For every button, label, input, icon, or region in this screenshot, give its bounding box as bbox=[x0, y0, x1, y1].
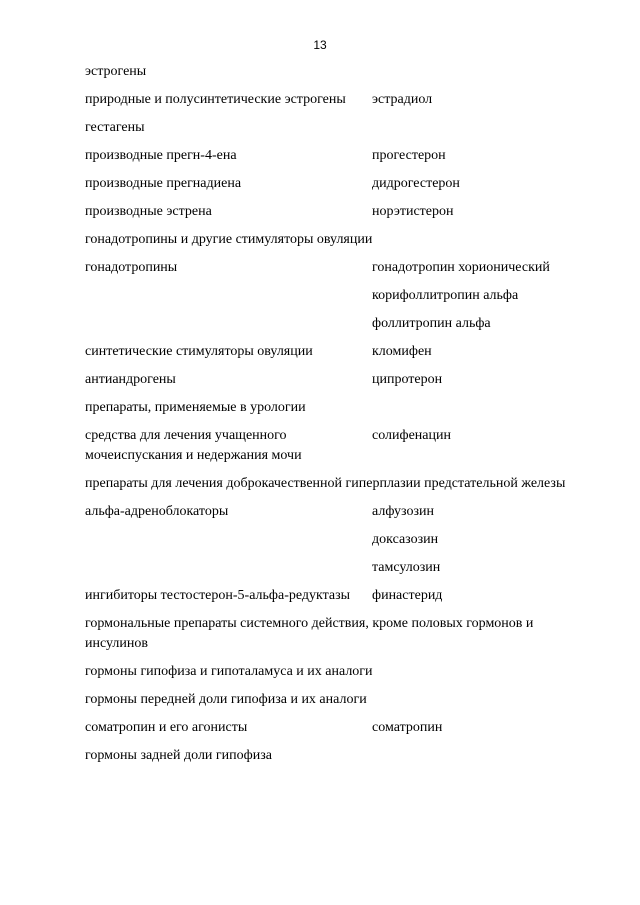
drug-row bbox=[85, 174, 585, 194]
group-name: средства для лечения учащенного мочеиспускания и недержания мочи bbox=[85, 428, 302, 463]
group-name bbox=[85, 530, 372, 550]
group-name bbox=[85, 286, 372, 306]
drug-name: прогестерон bbox=[372, 148, 446, 163]
section-heading-row bbox=[85, 746, 585, 766]
drug-row bbox=[85, 146, 585, 166]
drug-row bbox=[85, 530, 585, 550]
section-heading-row bbox=[85, 398, 585, 418]
drug-row bbox=[85, 342, 585, 362]
group-name: ингибиторы тестостерон-5-альфа-редуктазы bbox=[85, 588, 351, 603]
group-name bbox=[85, 558, 372, 578]
group-name: гормоны гипофиза и гипоталамуса и их аналоги bbox=[85, 664, 373, 679]
page-number: 13 bbox=[313, 38, 327, 52]
group-name: гормоны передней доли гипофиза и их аналоги bbox=[85, 692, 367, 707]
section-heading-row bbox=[85, 690, 585, 710]
drug-name: алфузозин bbox=[372, 504, 435, 519]
group-name: гонадотропины bbox=[85, 260, 178, 275]
group-name: препараты для лечения доброкачественной гиперплазии предстательной железы bbox=[85, 476, 566, 491]
drug-row bbox=[85, 258, 585, 278]
group-name: гонадотропины и другие стимуляторы овуляции bbox=[85, 232, 373, 247]
group-name: синтетические стимуляторы овуляции bbox=[85, 344, 313, 359]
drug-name: гонадотропин хорионический bbox=[372, 260, 550, 275]
drug-name: доксазозин bbox=[372, 532, 439, 547]
drug-name: норэтистерон bbox=[372, 204, 454, 219]
drug-row bbox=[85, 370, 585, 390]
section-heading-row bbox=[85, 118, 585, 138]
drug-name: фоллитропин альфа bbox=[372, 316, 491, 331]
drug-name: тамсулозин bbox=[372, 560, 441, 575]
drug-name: солифенацин bbox=[372, 428, 451, 443]
group-name: соматропин и его агонисты bbox=[85, 720, 248, 735]
group-name: гормональные препараты системного действия, кроме половых гормонов и инсулинов bbox=[85, 616, 534, 651]
group-name: производные прегнадиена bbox=[85, 176, 242, 191]
group-name bbox=[85, 314, 372, 334]
group-name: производные эстрена bbox=[85, 204, 212, 219]
drug-row bbox=[85, 202, 585, 222]
section-heading-row bbox=[85, 614, 585, 654]
drug-row bbox=[85, 286, 585, 306]
drug-row bbox=[85, 558, 585, 578]
drug-name: ципротерон bbox=[372, 372, 443, 387]
group-name: препараты, применяемые в урологии bbox=[85, 400, 306, 415]
group-name: эстрогены bbox=[85, 64, 147, 79]
drug-row bbox=[85, 718, 585, 738]
section-heading-row bbox=[85, 474, 585, 494]
drug-row bbox=[85, 426, 585, 466]
section-heading-row bbox=[85, 230, 585, 250]
section-heading-row bbox=[85, 62, 585, 82]
drug-name: эстрадиол bbox=[372, 92, 433, 107]
group-name: альфа-адреноблокаторы bbox=[85, 504, 229, 519]
section-heading-row bbox=[85, 662, 585, 682]
drug-name: соматропин bbox=[372, 720, 443, 735]
group-name: гестагены bbox=[85, 120, 145, 135]
drug-row bbox=[85, 90, 585, 110]
group-name: производные прегн-4-ена bbox=[85, 148, 237, 163]
group-name: гормоны задней доли гипофиза bbox=[85, 748, 272, 763]
drug-name: корифоллитропин альфа bbox=[372, 288, 519, 303]
group-name: антиандрогены bbox=[85, 372, 176, 387]
drug-name: финастерид bbox=[372, 588, 443, 603]
drug-classification-list bbox=[85, 62, 585, 774]
group-name: природные и полусинтетические эстрогены bbox=[85, 92, 346, 107]
drug-row bbox=[85, 314, 585, 334]
drug-row bbox=[85, 502, 585, 522]
drug-name: кломифен bbox=[372, 344, 432, 359]
drug-row bbox=[85, 586, 585, 606]
drug-name: дидрогестерон bbox=[372, 176, 460, 191]
